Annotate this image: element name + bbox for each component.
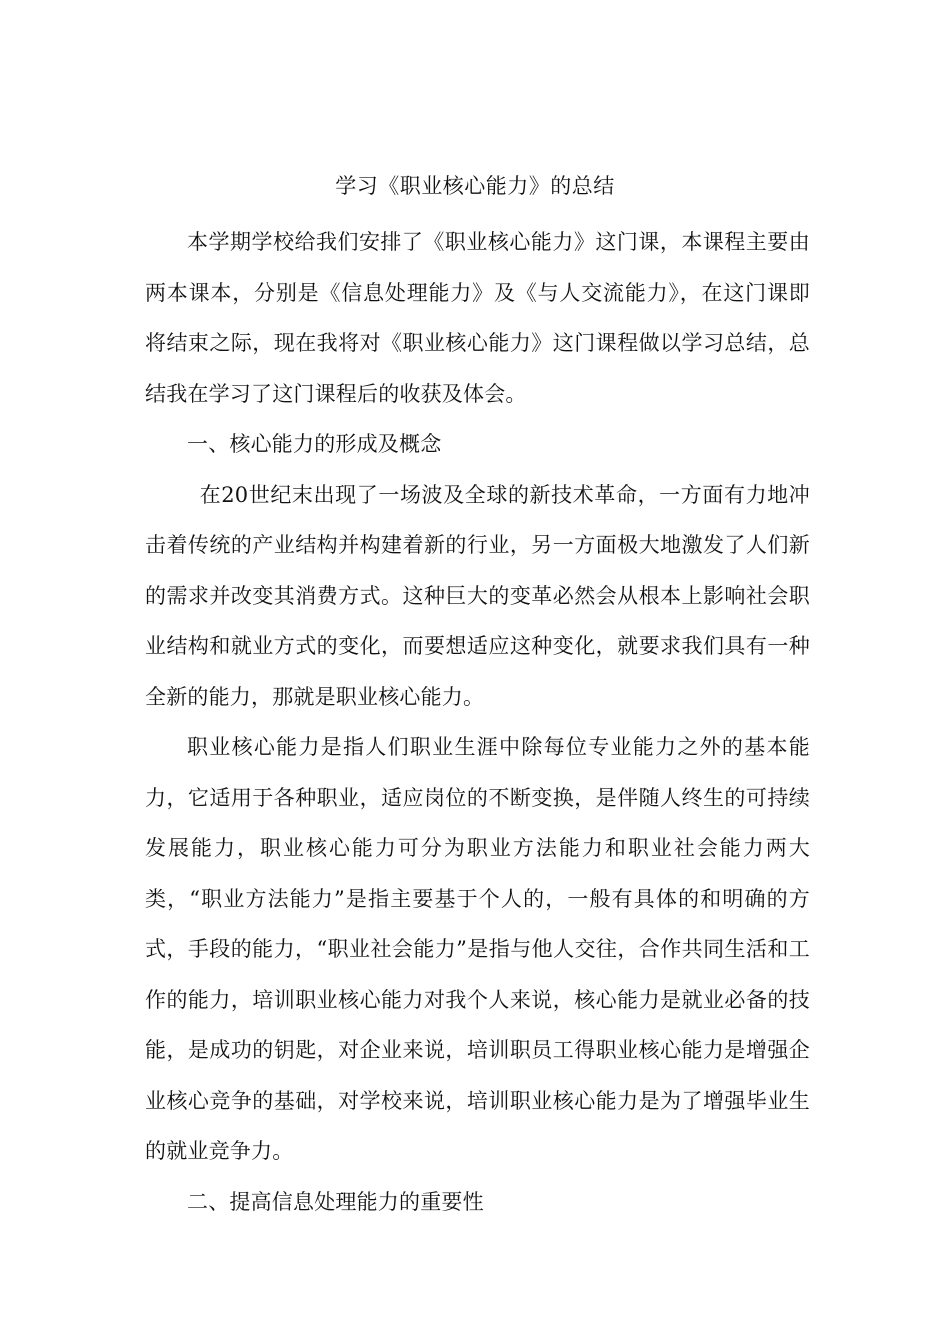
section-heading-1: 一、核心能力的形成及概念: [187, 432, 442, 456]
paragraph-background: 在20世纪末出现了一场波及全球的新技术革命，一方面有力地冲击着传统的产业结构并构建着新的行业，另一方面极大地激发了人们新的需求并改变其消费方式。这种巨大的变革必然会从根本上影响社会职业结构和就业方式的变化，而要想适应这种变化，就要求我们具有一种全新的能力，那就是职业核心能力。: [145, 482, 810, 709]
section-heading-2: 二、提高信息处理能力的重要性: [187, 1189, 484, 1214]
document-title: 学习《职业核心能力》的总结: [335, 174, 615, 198]
intro-paragraph: 本学期学校给我们安排了《职业核心能力》这门课，本课程主要由两本课本，分别是《信息处理能力》及《与人交流能力》，在这门课即将结束之际，现在我将对《职业核心能力》这门课程做以学习总结，总结我在学习了这门课程后的收获及体会。: [145, 230, 810, 406]
paragraph-definition: 职业核心能力是指人们职业生涯中除每位专业能力之外的基本能力，它适用于各种职业，适应岗位的不断变换，是伴随人终生的可持续发展能力，职业核心能力可分为职业方法能力和职业社会能力两大类，“职业方法能力”是指主要基于个人的，一般有具体的和明确的方式，手段的能力，“职业社会能力”是指与他人交往，合作共同生活和工作的能力，培训职业核心能力对我个人来说，核心能力是就业必备的技能，是成功的钥匙，对企业来说，培训职员工得职业核心能力是增强企业核心竞争的基础，对学校来说，培训职业核心能力是为了增强毕业生的就业竞争力。: [145, 735, 810, 1163]
document-body: [145, 217, 810, 1227]
